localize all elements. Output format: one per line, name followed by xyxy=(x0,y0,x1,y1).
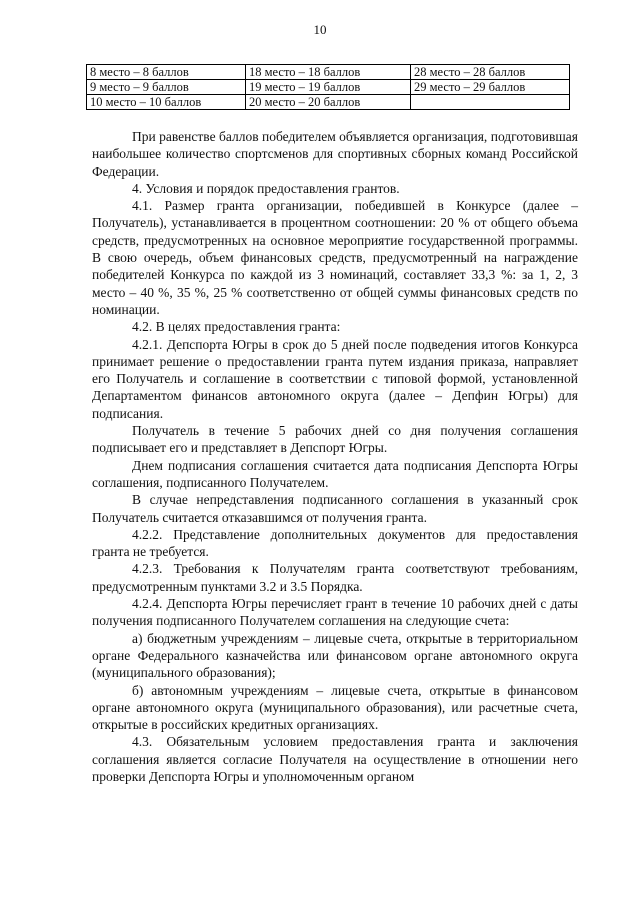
table-row xyxy=(87,65,570,80)
table-cell: 20 место – 20 баллов xyxy=(246,95,411,110)
table-cell: 9 место – 9 баллов xyxy=(87,80,246,95)
document-body xyxy=(92,128,578,785)
paragraph-4-2-1: 4.2.1. Депспорта Югры в срок до 5 дней после подведения итогов Конкурса принимает решение о предоставлении гранта путем издания приказа, направляет его Получатель и соглашение в соответствии с типовой формой, установленной Департаментом финансов автономного округа (далее – Депфин Югры) для подписания. xyxy=(92,336,578,421)
paragraph-item-a: а) бюджетным учреждениям – лицевые счета, открытые в территориальном органе Федерального казначейства или финансовом органе автономного округа (муниципального образования); xyxy=(92,630,578,681)
table-cell: 18 место – 18 баллов xyxy=(246,65,411,80)
paragraph-signing-date: Днем подписания соглашения считается дата подписания Депспорта Югры соглашения, подписанного Получателем. xyxy=(92,457,578,490)
ranking-points-table xyxy=(86,64,570,110)
page-number: 10 xyxy=(313,22,327,37)
paragraph-4-2-3: 4.2.3. Требования к Получателям гранта соответствуют требованиям, предусмотренным пунктами 3.2 и 3.5 Порядка. xyxy=(92,561,578,594)
paragraph-4-2-2: 4.2.2. Представление дополнительных документов для предоставления гранта не требуется. xyxy=(92,526,578,560)
paragraph-signing-deadline: Получатель в течение 5 рабочих дней со дня получения соглашения подписывает его и представляет в Депспорт Югры. xyxy=(92,423,578,456)
table-cell xyxy=(411,95,570,110)
table-cell: 8 место – 8 баллов xyxy=(87,65,246,80)
table-cell: 19 место – 19 баллов xyxy=(246,80,411,95)
table-row xyxy=(87,95,570,110)
section-heading-4: 4. Условия и порядок предоставления грантов. xyxy=(132,180,400,196)
paragraph-tie-rule: При равенстве баллов победителем объявляется организация, подготовившая наибольшее количество спортсменов для спортивных сборных команд Российской Федерации. xyxy=(92,129,578,179)
paragraph-4-2-4: 4.2.4. Депспорта Югры перечисляет грант в течение 10 рабочих дней с даты получения подписанного Получателем соглашения на следующие счета: xyxy=(92,596,578,629)
table-cell: 10 место – 10 баллов xyxy=(87,95,246,110)
table-cell: 28 место – 28 баллов xyxy=(411,65,570,80)
paragraph-4-3: 4.3. Обязательным условием предоставления гранта и заключения соглашения является согласие Получателя на осуществление в отношении него проверки Депспорта Югры и уполномоченным органом xyxy=(92,734,578,784)
table-cell: 29 место – 29 баллов xyxy=(411,80,570,95)
paragraph-refusal: В случае непредставления подписанного соглашения в указанный срок Получатель считается отказавшимся от получения гранта. xyxy=(92,492,578,525)
table-row xyxy=(87,80,570,95)
paragraph-item-b: б) автономным учреждениям – лицевые счета, открытые в финансовом органе автономного округа (муниципального образования), или расчетные счета, открытые в российских кредитных организациях. xyxy=(92,682,578,733)
paragraph-4-2: 4.2. В целях предоставления гранта: xyxy=(132,319,341,335)
paragraph-4-1: 4.1. Размер гранта организации, победившей в Конкурсе (далее – Получатель), устанавливается в процентном соотношении: 20 % от общего объема средств, предусмотренных на основное мероприятие государственной программы. В свою очередь, объем финансовых средств, предусмотренный на награждение победителей Конкурса по каждой из 3 номинаций, составляет 33,3 %: за 1, 2, 3 место – 40 %, 35 %, 25 % соответственно от общей суммы финансовых средств по номинации. xyxy=(92,198,578,317)
